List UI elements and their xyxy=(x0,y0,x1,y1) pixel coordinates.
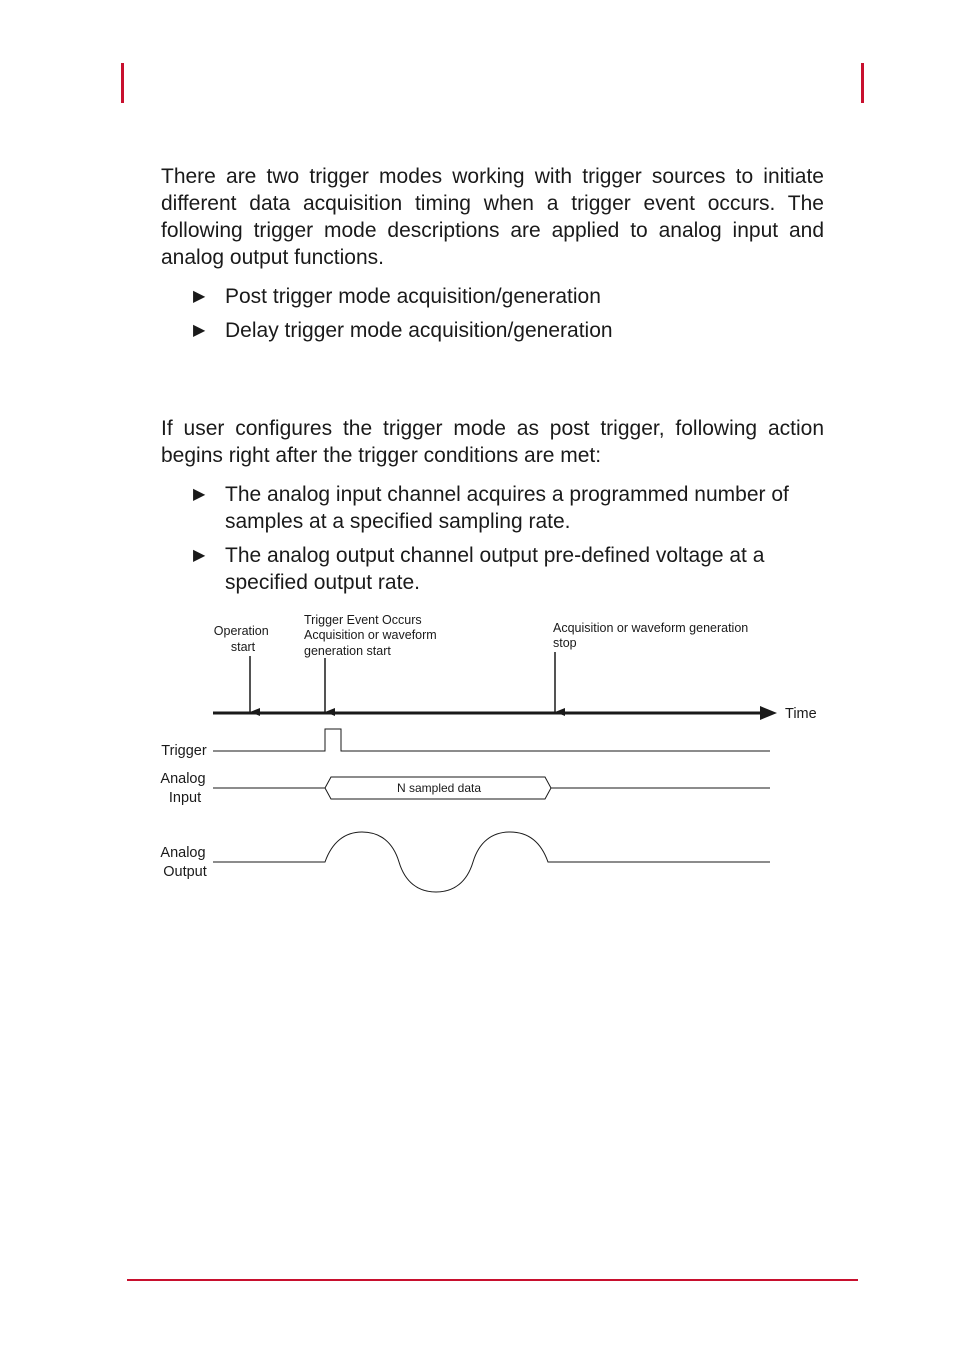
analog-output-waveform xyxy=(213,832,770,892)
operation-start-label: Operation start xyxy=(213,624,269,654)
bullet-triangle-icon: ▶ xyxy=(193,486,206,503)
trigger-waveform xyxy=(213,729,770,751)
bullet-text: Post trigger mode acquisition/generation xyxy=(225,285,601,308)
bullet-text: The analog output channel output pre-defined voltage at a specified output rate. xyxy=(225,544,765,594)
bullet-triangle-icon: ▶ xyxy=(193,547,206,564)
trigger-event-label: Trigger Event Occurs Acquisition or waveform generation start xyxy=(304,613,437,658)
analog-input-label: Analog Input xyxy=(160,771,206,806)
time-label: Time xyxy=(785,706,817,722)
intro-paragraph: There are two trigger modes working with trigger sources to initiate different data acquisition timing when a trigger event occurs. The following trigger mode descriptions are applied to analog input and analog output functions. xyxy=(161,165,824,269)
bullet-triangle-icon: ▶ xyxy=(193,288,206,305)
trigger-signal-label: Trigger xyxy=(161,743,207,759)
bullet-triangle-icon: ▶ xyxy=(193,322,206,339)
analog-output-label: Analog Output xyxy=(160,845,207,880)
stop-label: Acquisition or waveform generation stop xyxy=(553,621,749,650)
bullet-text: The analog input channel acquires a programmed number of samples at a specified sampling rate. xyxy=(225,483,789,533)
footer-rule xyxy=(127,1279,858,1281)
time-axis-arrowhead xyxy=(760,706,777,720)
post-trigger-paragraph: If user configures the trigger mode as post trigger, following action begins right after the trigger conditions are met: xyxy=(161,417,824,467)
bullet-text: Delay trigger mode acquisition/generation xyxy=(225,319,613,342)
n-sampled-data-label: N sampled data xyxy=(396,781,482,795)
